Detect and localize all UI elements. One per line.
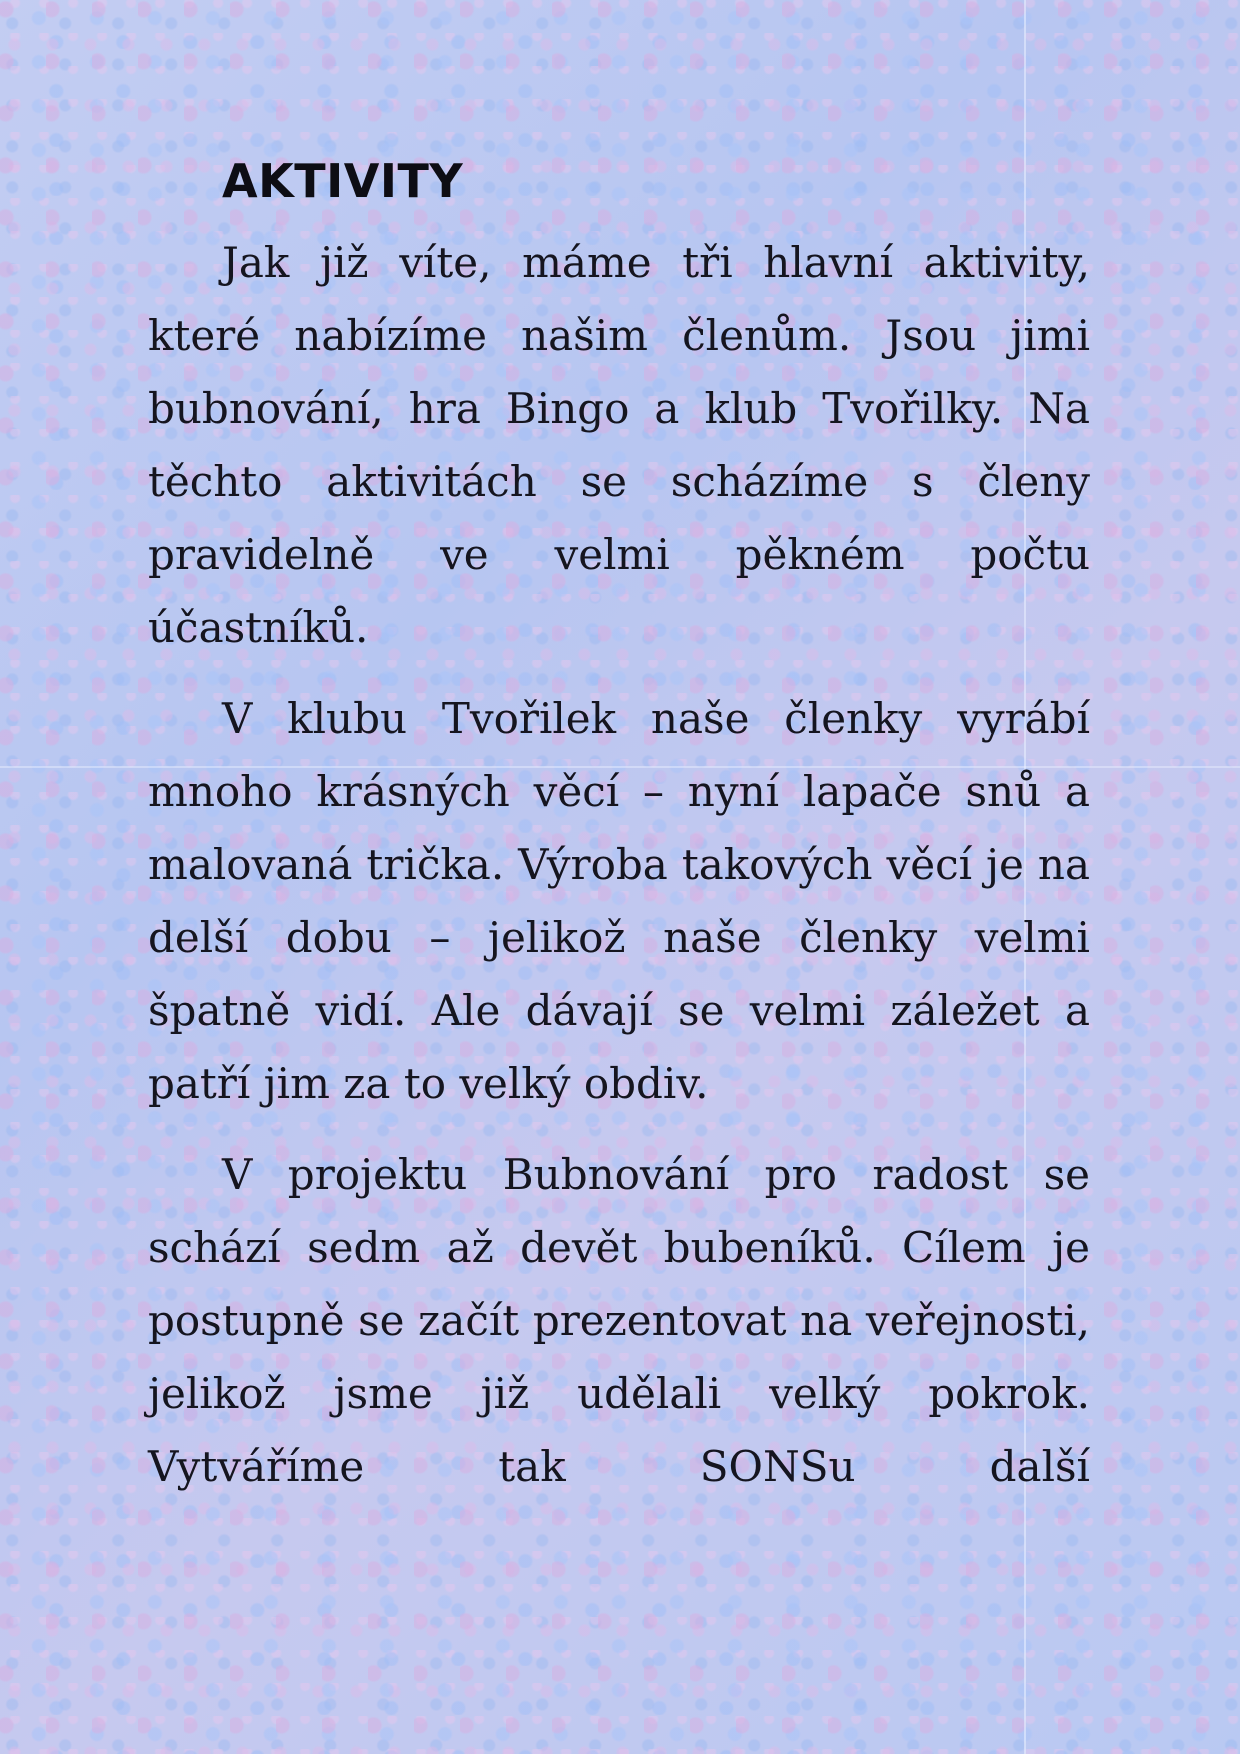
paragraph-drumming-project: V projektu Bubnování pro radost se schází sedm až devět bubeníků. Cílem je postupně se začít prezentovat na veřejnosti, jelikož jsme již udělali velký pokrok. Vytváříme tak SONSu další xyxy=(148,1150,1090,1491)
paragraph-tvorilky-club: V klubu Tvořilek naše členky vyrábí mnoho krásných věcí – nyní lapače snů a malovaná trička. Výroba takových věcí je na delší dobu – jelikož naše členky velmi špatně vidí. Ale dávají se velmi záležet a patří jim za to velký obdiv. xyxy=(148,694,1090,1108)
paragraph-activities-intro: Jak již víte, máme tři hlavní aktivity, které nabízíme našim členům. Jsou jimi bubnování, hra Bingo a klub Tvořilky. Na těchto aktivitách se scházíme s členy pravidelně ve velmi pěkném počtu účastníků. xyxy=(148,238,1090,652)
document-page xyxy=(148,150,1090,1521)
page-title: AKTIVITY xyxy=(222,154,464,208)
